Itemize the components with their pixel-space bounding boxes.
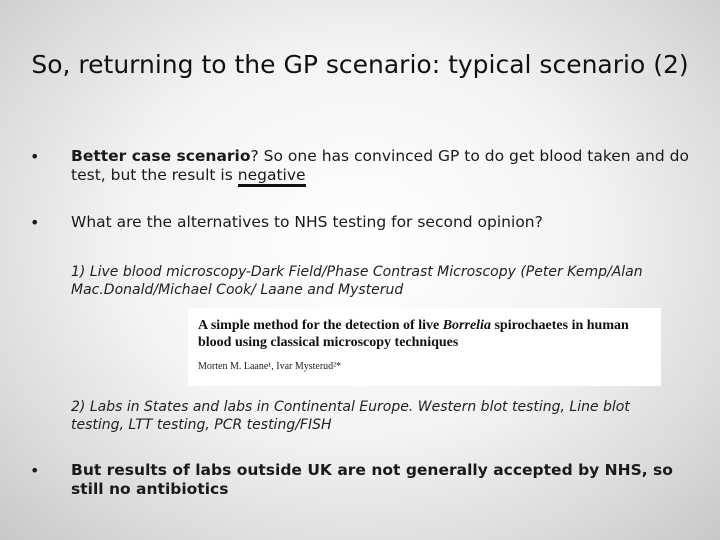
bullet-text <box>71 147 690 185</box>
bullet-marker: • <box>30 147 40 166</box>
bullet-text: What are the alternatives to NHS testing for second opinion? <box>71 213 543 231</box>
paper-title-end: spirochaetes in human blood using classical microscopy techniques <box>198 318 629 350</box>
bullet-body: ? So one has convinced GP to do get blood taken and do test, but the result is <box>71 147 689 184</box>
paper-title <box>198 317 653 351</box>
paper-title-italic: Borrelia <box>442 318 491 333</box>
bullet-marker: • <box>30 213 40 232</box>
sub-item-live-blood-microscopy: 1) Live blood microscopy-Dark Field/Phase Contrast Microscopy (Peter Kemp/Alan Mac.Donald/Michael Cook/ Laane and Mysterud <box>71 264 643 298</box>
sub-item-labs-abroad: 2) Labs in States and labs in Continental Europe. Western blot testing, Line blot testing, LTT testing, PCR testing/FISH <box>71 399 630 433</box>
paper-title-start: A simple method for the detection of live <box>198 318 443 333</box>
bullet-text: But results of labs outside UK are not generally accepted by NHS, so still no antibiotics <box>71 461 673 498</box>
paper-authors: Morten M. Laane¹, Ivar Mysterud²* <box>198 361 342 372</box>
negative-emphasis: negative <box>238 166 306 187</box>
bullet-bold-lead: Better case scenario <box>71 147 251 165</box>
bullet-marker: • <box>30 461 40 480</box>
paper-excerpt-image <box>188 308 661 386</box>
slide-title: So, returning to the GP scenario: typical scenario (2) <box>31 50 689 79</box>
